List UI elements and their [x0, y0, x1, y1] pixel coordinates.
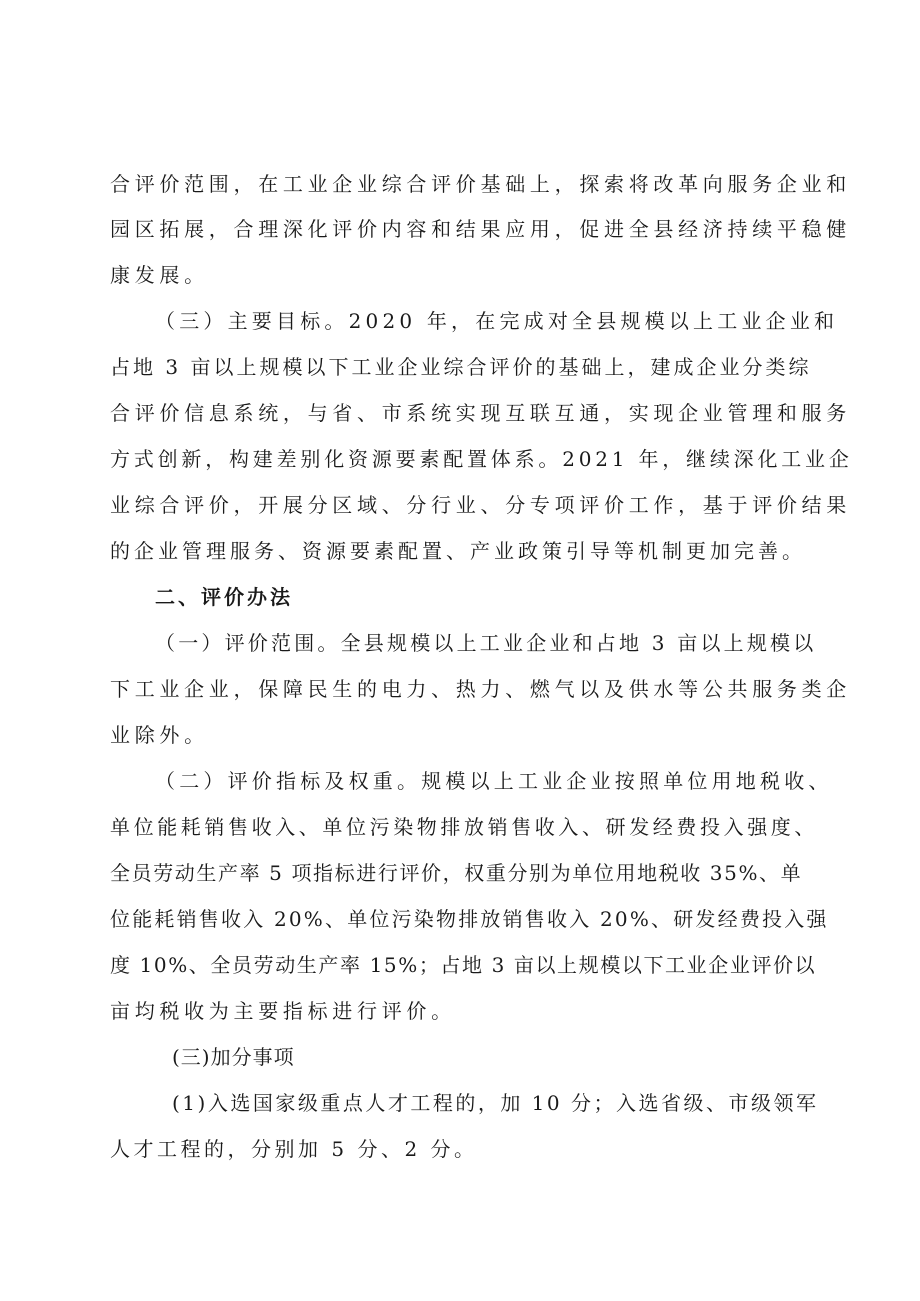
text-line: （二）评价指标及权重。规模以上工业企业按照单位用地税收、 [155, 769, 833, 793]
subsection-heading: (三)加分事项 [172, 1045, 295, 1069]
section-heading: 二、评价办法 [155, 585, 293, 609]
text-line: 合评价范围，在工业企业综合评价基础上，探索将改革向服务企业和 [110, 172, 851, 196]
text-line: 下工业企业，保障民生的电力、热力、燃气以及供水等公共服务类企 [110, 677, 851, 701]
text-line: 单位能耗销售收入、单位污染物排放销售收入、研发经费投入强度、 [110, 815, 818, 839]
text-line: 的企业管理服务、资源要素配置、产业政策引导等机制更加完善。 [110, 539, 806, 563]
text-line: (1)入选国家级重点人才工程的，加 10 分；入选省级、市级领军 [172, 1091, 819, 1115]
text-line: 位能耗销售收入 20%、单位污染物排放销售收入 20%、研发经费投入强 [110, 907, 829, 931]
text-line: 全员劳动生产率 5 项指标进行评价，权重分别为单位用地税收 35%、单 [110, 861, 803, 885]
text-line: 业除外。 [110, 723, 209, 747]
text-line: 亩均税收为主要指标进行评价。 [110, 999, 456, 1023]
text-line: 占地 3 亩以上规模以下工业企业综合评价的基础上，建成企业分类综 [110, 355, 812, 379]
text-line: 园区拓展，合理深化评价内容和结果应用，促进全县经济持续平稳健 [110, 217, 851, 241]
text-line: 方式创新，构建差别化资源要素配置体系。2021 年，继续深化工业企 [110, 447, 853, 471]
text-line: 度 10%、全员劳动生产率 15%；占地 3 亩以上规模以下工业企业评价以 [110, 953, 817, 977]
text-line: 业综合评价，开展分区域、分行业、分专项评价工作，基于评价结果 [110, 493, 851, 517]
text-line: 康发展。 [110, 263, 209, 287]
text-line: 人才工程的，分别加 5 分、2 分。 [110, 1137, 478, 1161]
text-line: 合评价信息系统，与省、市系统实现互联互通，实现企业管理和服务 [110, 401, 851, 425]
text-line: （三）主要目标。2020 年，在完成对全县规模以上工业企业和 [155, 309, 839, 333]
text-line: （一）评价范围。全县规模以上工业企业和占地 3 亩以上规模以 [155, 631, 817, 655]
